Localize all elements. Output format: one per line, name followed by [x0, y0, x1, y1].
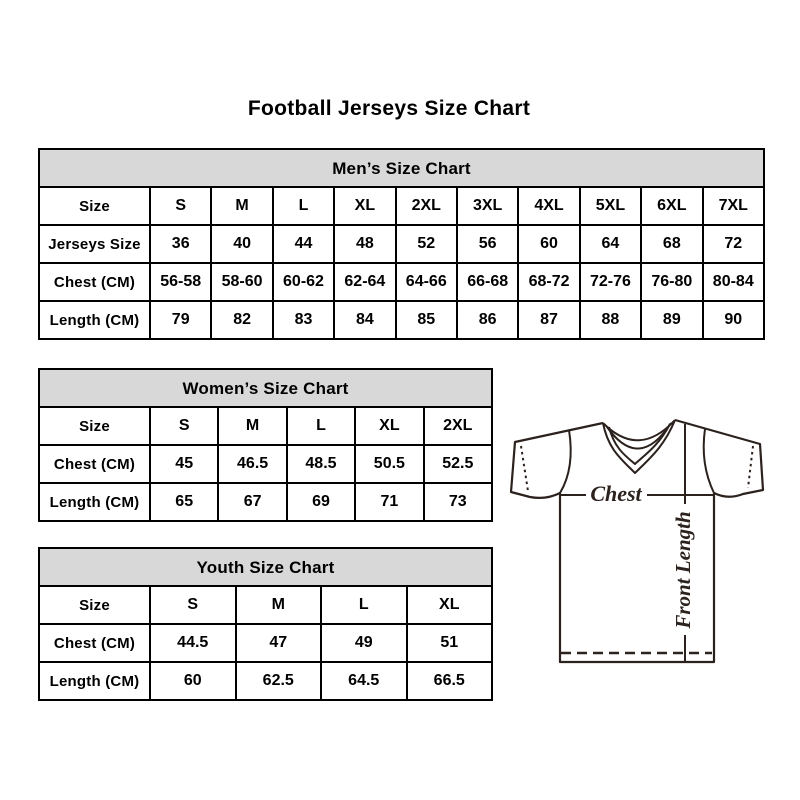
value-cell: XL — [355, 407, 423, 445]
value-cell: 68-72 — [518, 263, 579, 301]
value-cell: 52.5 — [424, 445, 492, 483]
table-row — [39, 263, 764, 301]
value-cell: 48.5 — [287, 445, 355, 483]
value-cell: 86 — [457, 301, 518, 339]
value-cell: 89 — [641, 301, 702, 339]
row-label-cell: Size — [39, 407, 150, 445]
value-cell: 40 — [211, 225, 272, 263]
collar-v-outer — [603, 420, 675, 473]
value-cell: 87 — [518, 301, 579, 339]
value-cell: 60 — [150, 662, 236, 700]
table-row — [39, 301, 764, 339]
value-cell: 66.5 — [407, 662, 493, 700]
value-cell: 62-64 — [334, 263, 395, 301]
value-cell: XL — [407, 586, 493, 624]
value-cell: 90 — [703, 301, 764, 339]
value-cell: M — [211, 187, 272, 225]
jersey-outline — [511, 420, 763, 662]
value-cell: 5XL — [580, 187, 641, 225]
value-cell: 50.5 — [355, 445, 423, 483]
value-cell: S — [150, 187, 211, 225]
table-row — [39, 624, 492, 662]
value-cell: 2XL — [396, 187, 457, 225]
value-cell: 65 — [150, 483, 218, 521]
value-cell: 60 — [518, 225, 579, 263]
table-row — [39, 225, 764, 263]
value-cell: 51 — [407, 624, 493, 662]
table-row — [39, 586, 492, 624]
value-cell: 73 — [424, 483, 492, 521]
value-cell: M — [236, 586, 322, 624]
value-cell: 45 — [150, 445, 218, 483]
table-row — [39, 407, 492, 445]
row-label-cell: Chest (CM) — [39, 624, 150, 662]
value-cell: 44.5 — [150, 624, 236, 662]
value-cell: 60-62 — [273, 263, 334, 301]
row-label-cell: Size — [39, 586, 150, 624]
value-cell: 47 — [236, 624, 322, 662]
value-cell: 71 — [355, 483, 423, 521]
value-cell: S — [150, 407, 218, 445]
value-cell: L — [321, 586, 407, 624]
value-cell: XL — [334, 187, 395, 225]
table-title-row — [39, 149, 764, 187]
table-row — [39, 187, 764, 225]
value-cell: 58-60 — [211, 263, 272, 301]
table-row — [39, 445, 492, 483]
left-sleeve-seam — [560, 430, 571, 493]
row-label-cell: Size — [39, 187, 150, 225]
value-cell: L — [287, 407, 355, 445]
value-cell: 44 — [273, 225, 334, 263]
jersey-illustration — [508, 416, 768, 666]
value-cell: 72-76 — [580, 263, 641, 301]
chest-measure-label: Chest — [590, 481, 642, 506]
value-cell: 88 — [580, 301, 641, 339]
value-cell: 46.5 — [218, 445, 286, 483]
value-cell: 4XL — [518, 187, 579, 225]
value-cell: 52 — [396, 225, 457, 263]
right-cuff-stitch-line — [748, 446, 753, 488]
table-title-row — [39, 548, 492, 586]
left-cuff-stitch-line — [521, 446, 528, 491]
table-row — [39, 483, 492, 521]
value-cell: 7XL — [703, 187, 764, 225]
value-cell: 48 — [334, 225, 395, 263]
value-cell: 56 — [457, 225, 518, 263]
table-title: Women’s Size Chart — [39, 369, 492, 407]
value-cell: 64.5 — [321, 662, 407, 700]
right-sleeve-seam — [704, 429, 714, 493]
value-cell: 2XL — [424, 407, 492, 445]
row-label-cell: Chest (CM) — [39, 263, 150, 301]
row-label-cell: Length (CM) — [39, 301, 150, 339]
value-cell: 82 — [211, 301, 272, 339]
value-cell: 85 — [396, 301, 457, 339]
table-title: Youth Size Chart — [39, 548, 492, 586]
womens-size-table — [38, 368, 493, 522]
value-cell: 83 — [273, 301, 334, 339]
row-label-cell: Jerseys Size — [39, 225, 150, 263]
value-cell: L — [273, 187, 334, 225]
value-cell: 79 — [150, 301, 211, 339]
collar-back-outer-arc — [603, 420, 675, 440]
row-label-cell: Length (CM) — [39, 483, 150, 521]
value-cell: 80-84 — [703, 263, 764, 301]
value-cell: 3XL — [457, 187, 518, 225]
value-cell: 66-68 — [457, 263, 518, 301]
value-cell: 76-80 — [641, 263, 702, 301]
page-title: Football Jerseys Size Chart — [247, 97, 531, 120]
value-cell: 84 — [334, 301, 395, 339]
value-cell: S — [150, 586, 236, 624]
value-cell: 72 — [703, 225, 764, 263]
value-cell: 69 — [287, 483, 355, 521]
row-label-cell: Length (CM) — [39, 662, 150, 700]
jersey-measurement-diagram — [508, 416, 768, 666]
table-row — [39, 662, 492, 700]
table-title-row — [39, 369, 492, 407]
mens-size-table — [38, 148, 765, 340]
front-length-measure-label: Front Length — [671, 511, 695, 629]
value-cell: 36 — [150, 225, 211, 263]
youth-size-table — [38, 547, 493, 701]
value-cell: 49 — [321, 624, 407, 662]
table-title: Men’s Size Chart — [39, 149, 764, 187]
value-cell: 6XL — [641, 187, 702, 225]
value-cell: 62.5 — [236, 662, 322, 700]
value-cell: 56-58 — [150, 263, 211, 301]
value-cell: 64 — [580, 225, 641, 263]
value-cell: 67 — [218, 483, 286, 521]
value-cell: 64-66 — [396, 263, 457, 301]
value-cell: M — [218, 407, 286, 445]
row-label-cell: Chest (CM) — [39, 445, 150, 483]
value-cell: 68 — [641, 225, 702, 263]
